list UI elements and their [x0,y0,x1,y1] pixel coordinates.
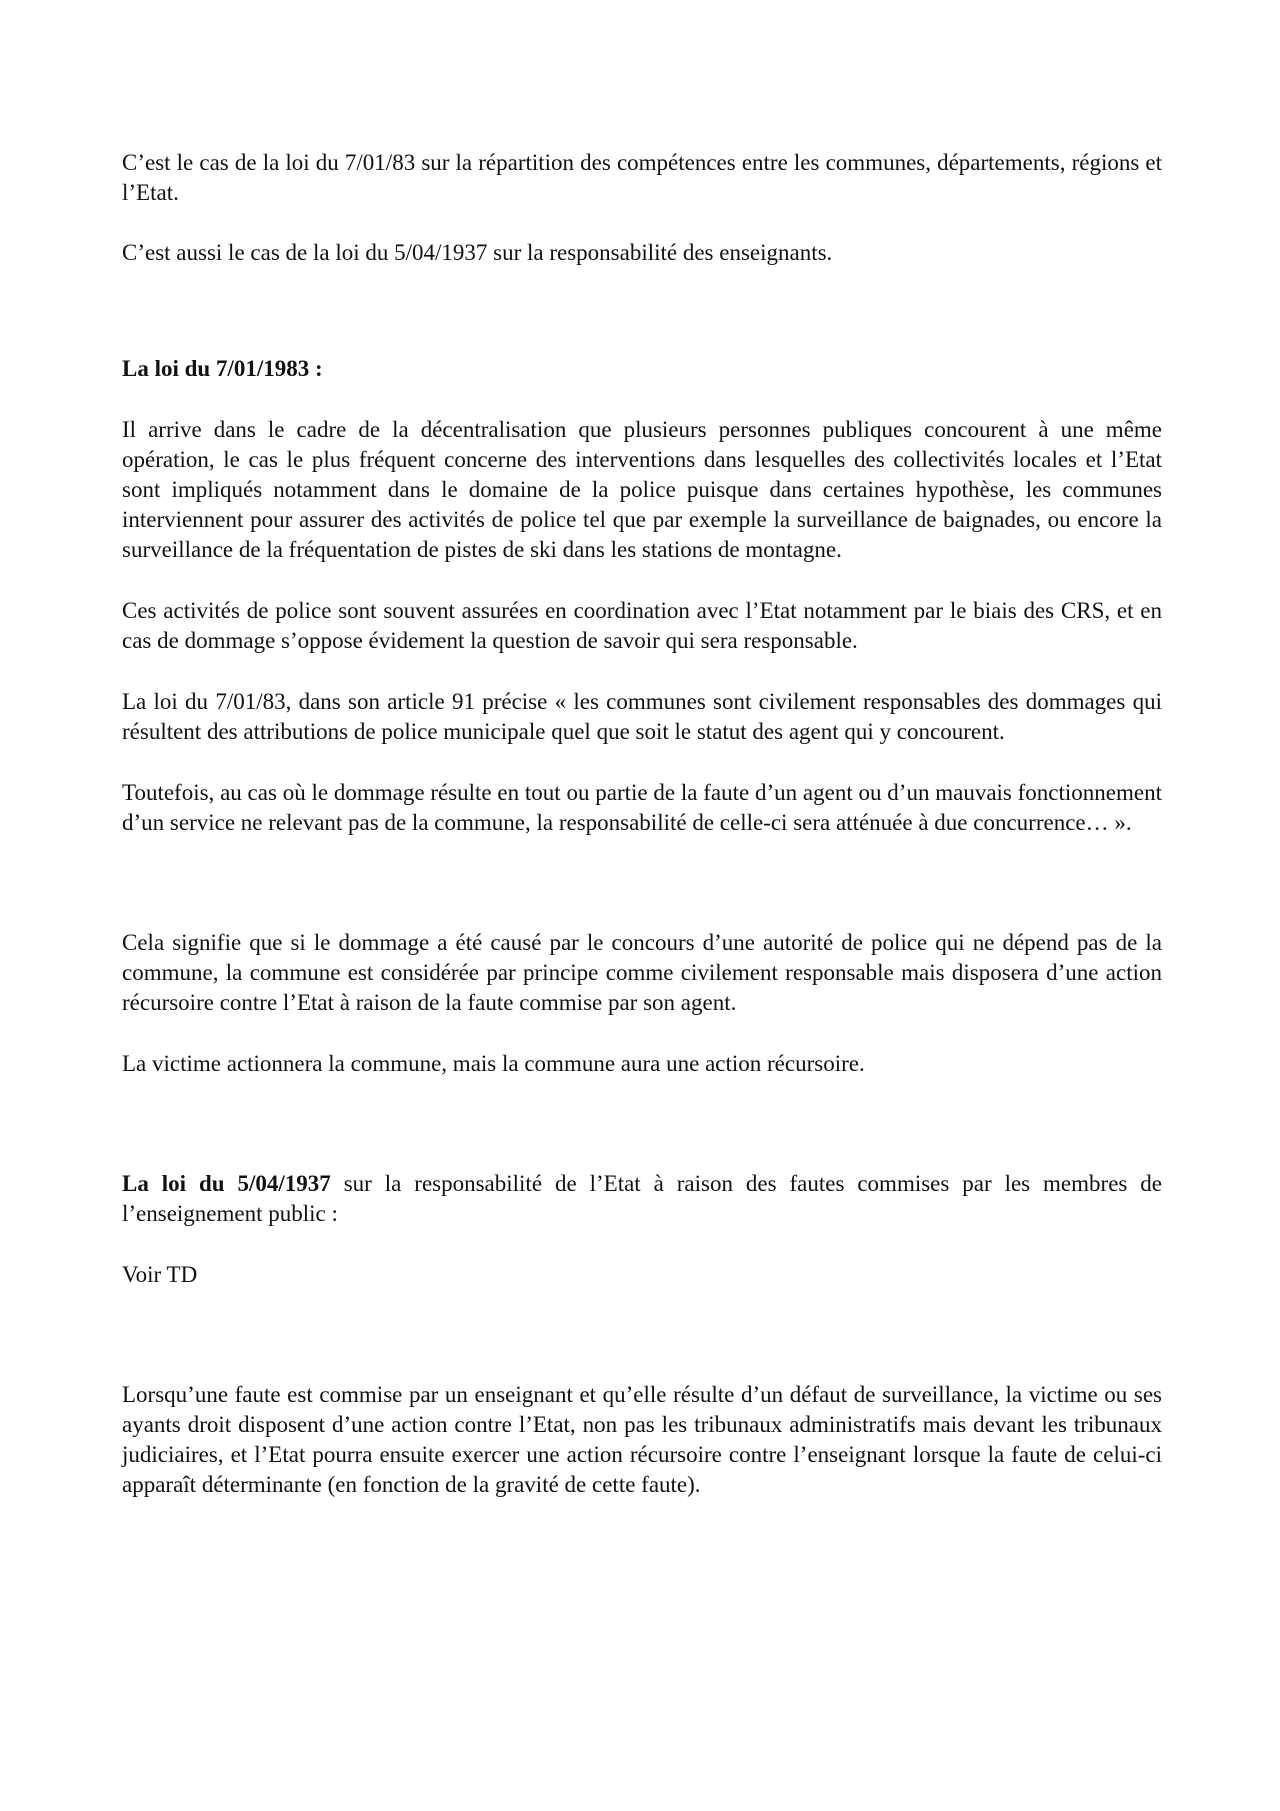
paragraph-faute-enseignant: Lorsqu’une faute est commise par un enseignant et qu’elle résulte d’un défaut de surveillance, la victime ou ses ayants droit disposent d’une action contre l’Etat, non pas les tribunaux administratifs mais devant les tribunaux judiciaires, et l’Etat pourra ensuite exercer une action récursoire contre l’enseignant lorsque la faute de celui-ci apparaît déterminante (en fonction de la gravité de cette faute). [122,1382,1162,1497]
paragraph-article-91: La loi du 7/01/83, dans son article 91 précise « les communes sont civilement responsables des dommages qui résultent des attributions de police municipale quel que soit le statut des agent qui y concourent. [122,689,1162,744]
paragraph-voir-td: Voir TD [122,1262,198,1287]
paragraph-cela-signifie: Cela signifie que si le dommage a été causé par le concours d’une autorité de police qui ne dépend pas de la commune, la commune est considérée par principe comme civilement responsable mais disposera d’une action récursoire contre l’Etat à raison de la faute commise par son agent. [122,930,1162,1015]
heading-loi-1937-rest: sur la responsabilité de l’Etat à raison des fautes commises par les membres de l’enseignement public : [122,1171,1162,1226]
paragraph-coordination-crs: Ces activités de police sont souvent assurées en coordination avec l’Etat notamment par le biais des CRS, et en cas de dommage s’oppose évidement la question de savoir qui sera responsable. [122,598,1162,653]
heading-loi-1983: La loi du 7/01/1983 : [122,356,323,381]
heading-loi-1937-bold: La loi du 5/04/1937 [122,1171,331,1196]
paragraph-loi-1983-intro: C’est le cas de la loi du 7/01/83 sur la répartition des compétences entre les communes, départements, régions et l’Etat. [122,150,1162,205]
paragraph-toutefois: Toutefois, au cas où le dommage résulte en tout ou partie de la faute d’un agent ou d’un mauvais fonctionnement d’un service ne relevant pas de la commune, la responsabilité de celle-ci sera atténuée à due concurrence… ». [122,780,1162,835]
document-page [122,148,1162,1500]
paragraph-victime: La victime actionnera la commune, mais la commune aura une action récursoire. [122,1051,865,1076]
heading-loi-1937 [122,1169,1162,1229]
paragraph-decentralisation: Il arrive dans le cadre de la décentralisation que plusieurs personnes publiques concourent à une même opération, le cas le plus fréquent concerne des interventions dans lesquelles des collectivités locales et l’Etat sont impliqués notamment dans le domaine de la police puisque dans certaines hypothèse, les communes interviennent pour assurer des activités de police tel que par exemple la surveillance de baignades, ou encore la surveillance de la fréquentation de pistes de ski dans les stations de montagne. [122,417,1162,562]
paragraph-loi-1937-intro: C’est aussi le cas de la loi du 5/04/1937 sur la responsabilité des enseignants. [122,240,833,265]
